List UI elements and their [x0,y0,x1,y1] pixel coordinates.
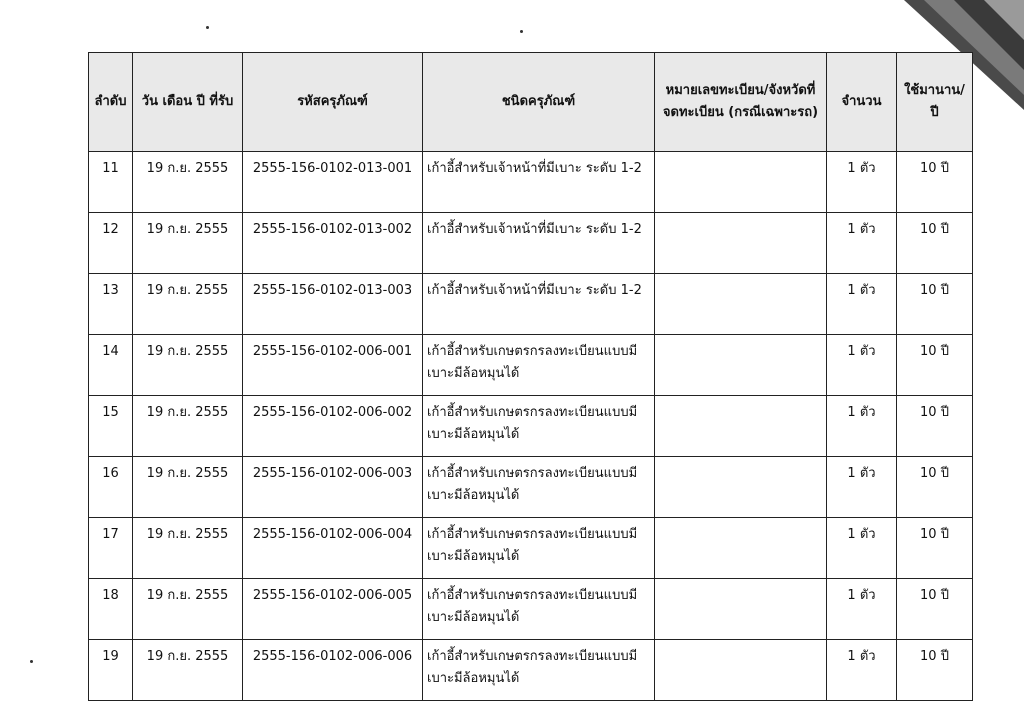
table-header-row [89,53,973,152]
header-date-received: วัน เดือน ปี ที่รับ [133,53,243,152]
cell-date: 19 ก.ย. 2555 [133,335,243,396]
cell-quantity: 1 ตัว [827,213,897,274]
table-row [89,152,973,213]
cell-date: 19 ก.ย. 2555 [133,274,243,335]
cell-registration [655,396,827,457]
scan-speck [30,660,33,663]
cell-no: 13 [89,274,133,335]
cell-date: 19 ก.ย. 2555 [133,640,243,701]
cell-years: 10 ปี [897,579,973,640]
cell-registration [655,518,827,579]
cell-quantity: 1 ตัว [827,579,897,640]
cell-years: 10 ปี [897,213,973,274]
cell-quantity: 1 ตัว [827,457,897,518]
cell-registration [655,274,827,335]
cell-registration [655,579,827,640]
table-row [89,640,973,701]
cell-no: 16 [89,457,133,518]
header-asset-code: รหัสครุภัณฑ์ [243,53,423,152]
cell-years: 10 ปี [897,396,973,457]
scan-speck [520,30,523,33]
cell-code: 2555-156-0102-006-003 [243,457,423,518]
cell-years: 10 ปี [897,457,973,518]
cell-years: 10 ปี [897,518,973,579]
table-row [89,457,973,518]
cell-type: เก้าอี้สำหรับเกษตรกรลงทะเบียนแบบมีเบาะมีล้อหมุนได้ [423,579,655,640]
cell-type: เก้าอี้สำหรับเกษตรกรลงทะเบียนแบบมีเบาะมีล้อหมุนได้ [423,457,655,518]
cell-years: 10 ปี [897,335,973,396]
cell-years: 10 ปี [897,640,973,701]
cell-code: 2555-156-0102-013-003 [243,274,423,335]
table-row [89,213,973,274]
cell-type: เก้าอี้สำหรับเกษตรกรลงทะเบียนแบบมีเบาะมีล้อหมุนได้ [423,396,655,457]
header-years-used: ใช้มานาน/ปี [897,53,973,152]
cell-date: 19 ก.ย. 2555 [133,396,243,457]
table-row [89,518,973,579]
cell-code: 2555-156-0102-006-005 [243,579,423,640]
table-row [89,579,973,640]
cell-date: 19 ก.ย. 2555 [133,213,243,274]
cell-no: 12 [89,213,133,274]
header-registration: หมายเลขทะเบียน/จังหวัดที่จดทะเบียน (กรณีเฉพาะรถ) [655,53,827,152]
cell-type: เก้าอี้สำหรับเกษตรกรลงทะเบียนแบบมีเบาะมีล้อหมุนได้ [423,518,655,579]
cell-date: 19 ก.ย. 2555 [133,152,243,213]
cell-type: เก้าอี้สำหรับเจ้าหน้าที่มีเบาะ ระดับ 1-2 [423,274,655,335]
cell-code: 2555-156-0102-013-001 [243,152,423,213]
cell-no: 14 [89,335,133,396]
cell-registration [655,335,827,396]
cell-no: 17 [89,518,133,579]
cell-date: 19 ก.ย. 2555 [133,518,243,579]
cell-type: เก้าอี้สำหรับเกษตรกรลงทะเบียนแบบมีเบาะมีล้อหมุนได้ [423,640,655,701]
header-asset-type: ชนิดครุภัณฑ์ [423,53,655,152]
cell-registration [655,152,827,213]
cell-date: 19 ก.ย. 2555 [133,579,243,640]
cell-code: 2555-156-0102-006-002 [243,396,423,457]
cell-type: เก้าอี้สำหรับเจ้าหน้าที่มีเบาะ ระดับ 1-2 [423,152,655,213]
cell-quantity: 1 ตัว [827,335,897,396]
table-row [89,396,973,457]
cell-type: เก้าอี้สำหรับเกษตรกรลงทะเบียนแบบมีเบาะมีล้อหมุนได้ [423,335,655,396]
cell-quantity: 1 ตัว [827,396,897,457]
table-row [89,274,973,335]
cell-quantity: 1 ตัว [827,518,897,579]
header-no: ลำดับ [89,53,133,152]
cell-registration [655,457,827,518]
cell-code: 2555-156-0102-006-006 [243,640,423,701]
header-quantity: จำนวน [827,53,897,152]
cell-type: เก้าอี้สำหรับเจ้าหน้าที่มีเบาะ ระดับ 1-2 [423,213,655,274]
cell-code: 2555-156-0102-006-004 [243,518,423,579]
cell-no: 15 [89,396,133,457]
table-row [89,335,973,396]
asset-register-table [88,52,973,701]
cell-registration [655,213,827,274]
cell-no: 11 [89,152,133,213]
cell-code: 2555-156-0102-013-002 [243,213,423,274]
cell-date: 19 ก.ย. 2555 [133,457,243,518]
cell-code: 2555-156-0102-006-001 [243,335,423,396]
cell-no: 18 [89,579,133,640]
cell-years: 10 ปี [897,152,973,213]
cell-quantity: 1 ตัว [827,274,897,335]
cell-years: 10 ปี [897,274,973,335]
cell-quantity: 1 ตัว [827,640,897,701]
cell-no: 19 [89,640,133,701]
scan-speck [206,26,209,29]
cell-quantity: 1 ตัว [827,152,897,213]
cell-registration [655,640,827,701]
